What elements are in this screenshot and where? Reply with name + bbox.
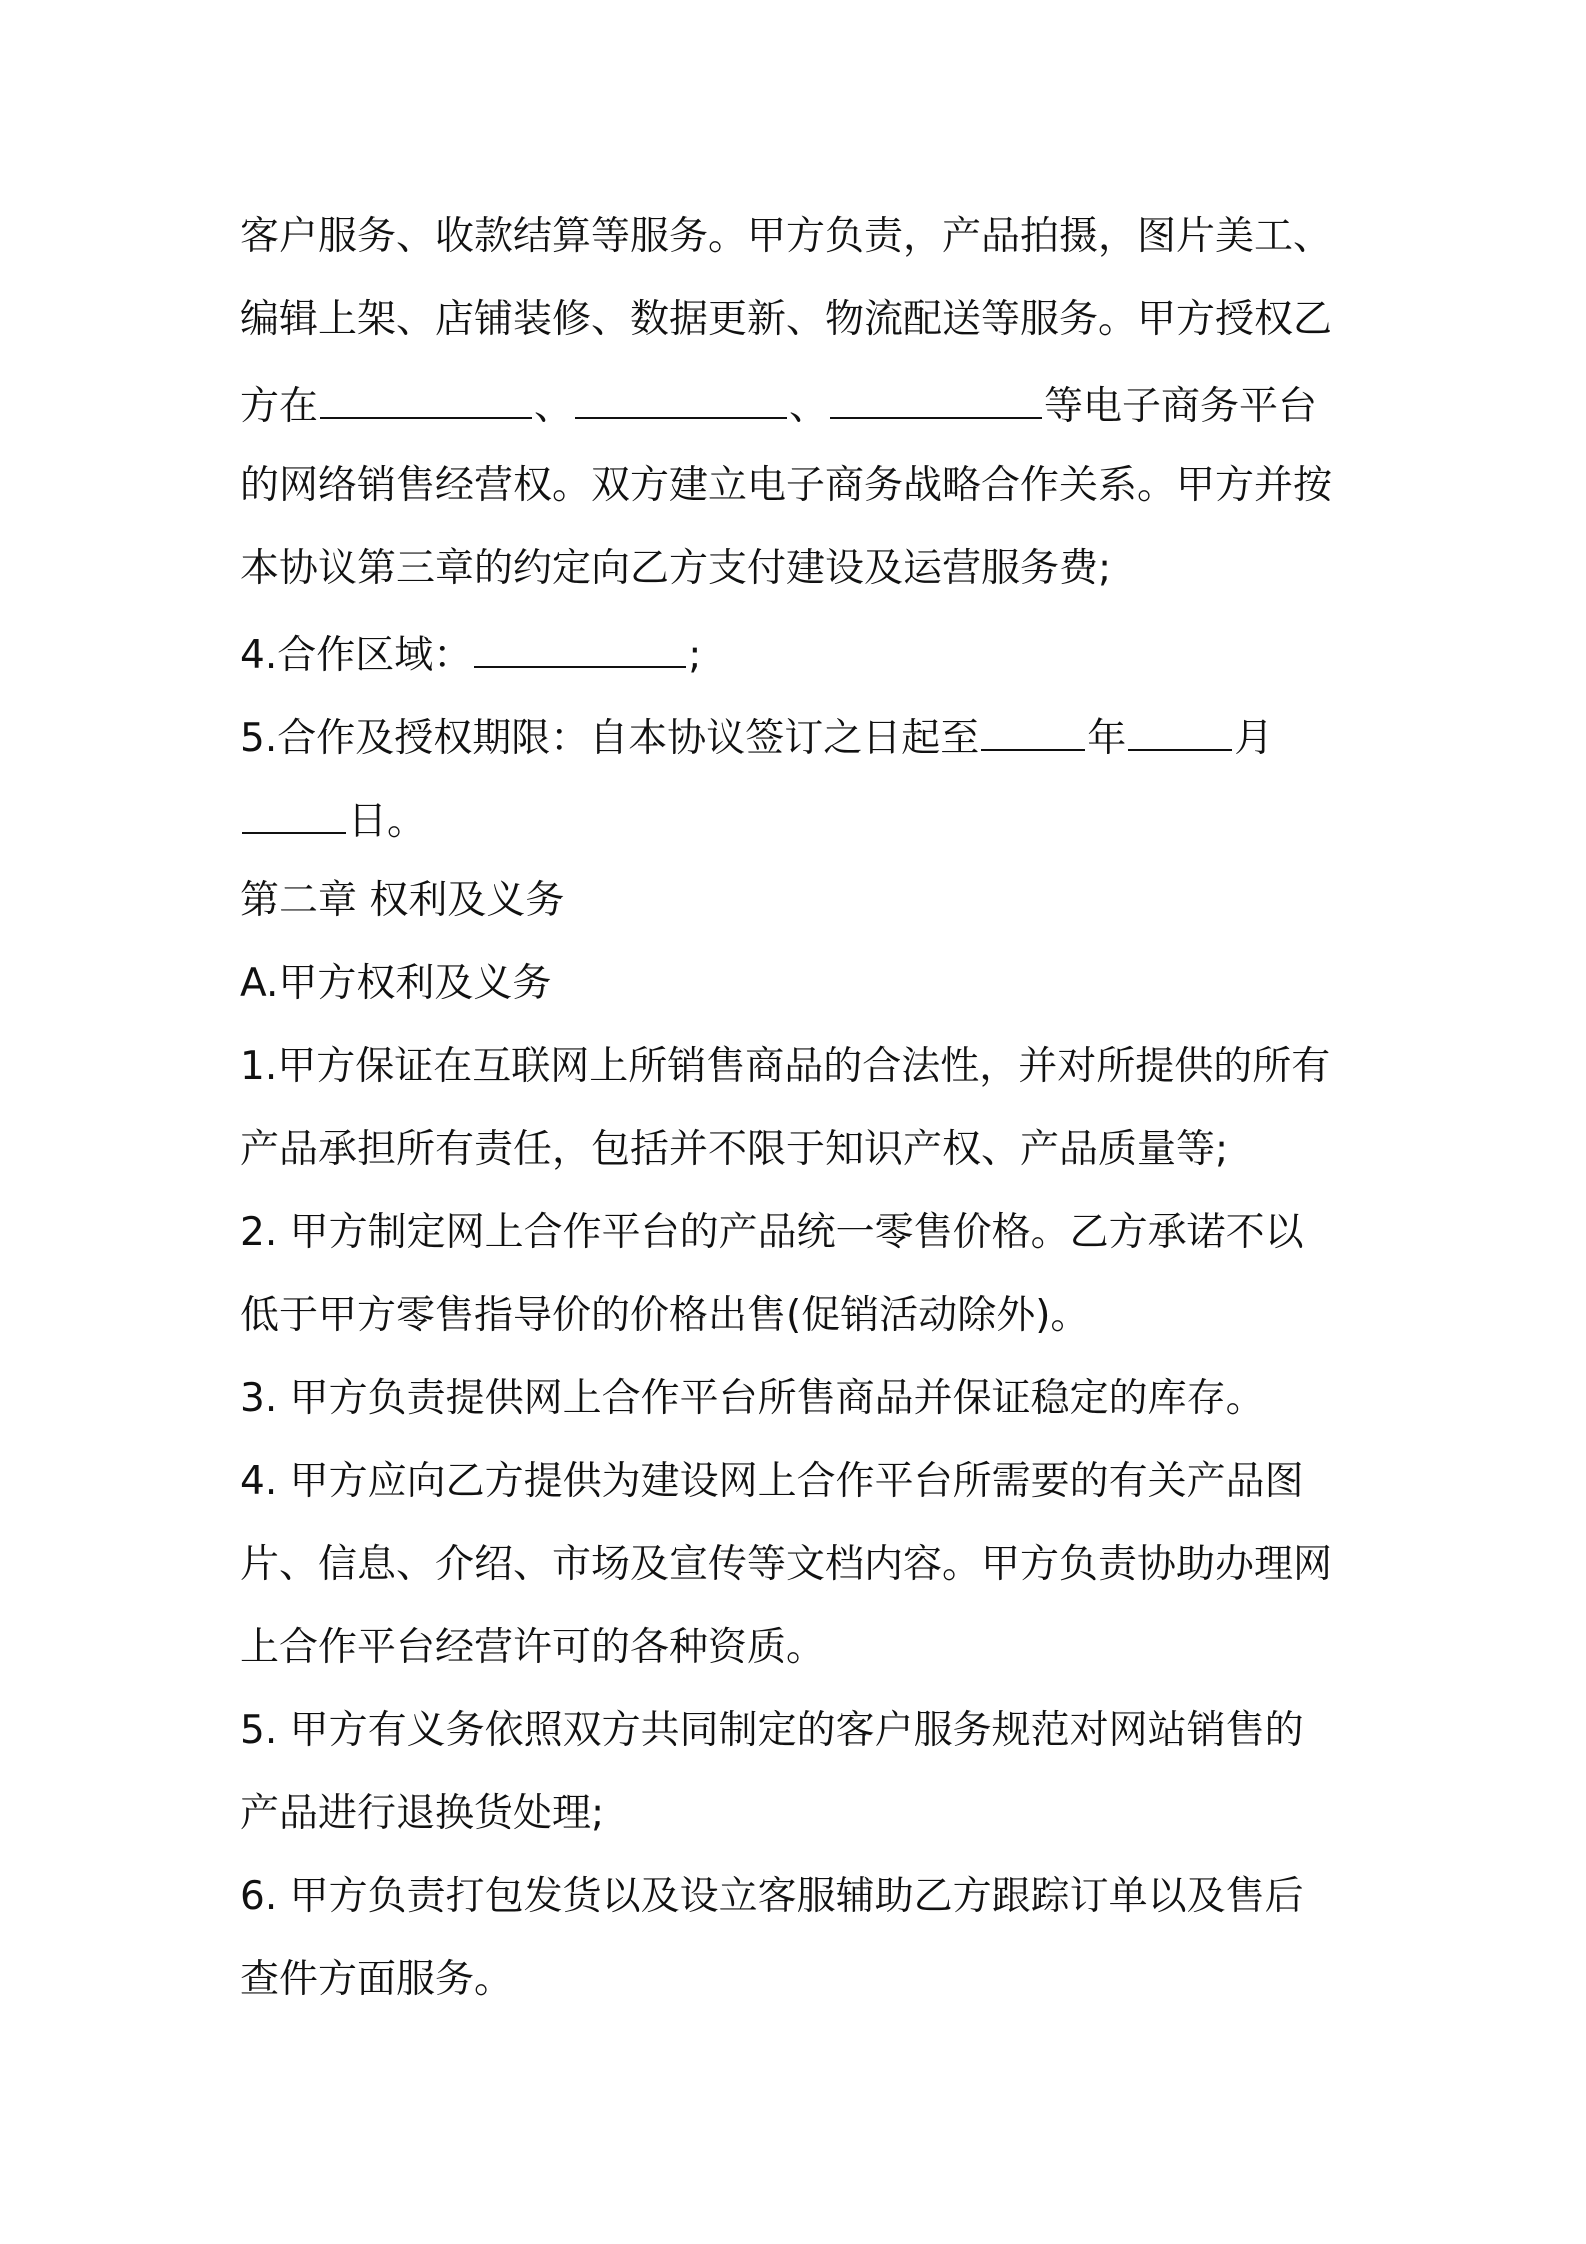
text-line-16: 4. 甲方应向乙方提供为建设网上合作平台所需要的有关产品图 <box>240 1459 1304 1504</box>
text-line-3 <box>240 361 1350 444</box>
blank-field-platform-1 <box>320 361 532 419</box>
blank-field-region <box>474 610 686 668</box>
text-fragment: 4.合作区域： <box>240 633 473 678</box>
text-line-12: 产品承担所有责任，包括并不限于知识产权、产品质量等; <box>240 1127 1229 1172</box>
blank-field-day <box>242 776 346 834</box>
blank-field-month <box>1128 693 1232 751</box>
text-line-5: 本协议第三章的约定向乙方支付建设及运营服务费; <box>240 546 1112 591</box>
text-line-11: 1.甲方保证在互联网上所销售商品的合法性，并对所提供的所有 <box>240 1044 1331 1089</box>
text-line-22: 查件方面服务。 <box>240 1957 514 2002</box>
document-body <box>240 195 1350 2021</box>
text-fragment: 、 <box>534 384 574 429</box>
text-line-2: 编辑上架、店铺装修、数据更新、物流配送等服务。甲方授权乙 <box>240 297 1333 342</box>
text-line-7 <box>240 693 1350 776</box>
text-line-17: 片、信息、介绍、市场及宣传等文档内容。甲方负责协助办理网 <box>240 1542 1333 1587</box>
text-line-15: 3. 甲方负责提供网上合作平台所售商品并保证稳定的库存。 <box>240 1376 1265 1421</box>
text-fragment: 方在 <box>240 384 319 429</box>
text-fragment: ; <box>688 633 702 678</box>
text-fragment: 日。 <box>348 799 427 844</box>
text-fragment: 年 <box>1087 716 1127 761</box>
text-fragment: 等电子商务平台 <box>1044 384 1318 429</box>
text-line-19: 5. 甲方有义务依照双方共同制定的客户服务规范对网站销售的 <box>240 1708 1304 1753</box>
text-line-21: 6. 甲方负责打包发货以及设立客服辅助乙方跟踪订单以及售后 <box>240 1874 1304 1919</box>
text-line-14: 低于甲方零售指导价的价格出售(促销活动除外)。 <box>240 1293 1090 1338</box>
text-fragment: 5.合作及授权期限：自本协议签订之日起至 <box>240 716 980 761</box>
blank-field-platform-3 <box>830 361 1042 419</box>
text-fragment: 、 <box>789 384 829 429</box>
text-line-18: 上合作平台经营许可的各种资质。 <box>240 1625 826 1670</box>
text-fragment: 月 <box>1234 716 1274 761</box>
blank-field-platform-2 <box>575 361 787 419</box>
text-line-8 <box>240 776 1350 859</box>
text-line-1: 客户服务、收款结算等服务。甲方负责，产品拍摄，图片美工、 <box>240 214 1333 259</box>
text-line-6 <box>240 610 1350 693</box>
text-line-4: 的网络销售经营权。双方建立电子商务战略合作关系。甲方并按 <box>240 463 1333 508</box>
section-heading: A.甲方权利及义务 <box>240 961 552 1006</box>
text-line-20: 产品进行退换货处理; <box>240 1791 605 1836</box>
text-line-13: 2. 甲方制定网上合作平台的产品统一零售价格。乙方承诺不以 <box>240 1210 1304 1255</box>
chapter-heading: 第二章 权利及义务 <box>240 878 565 923</box>
blank-field-year <box>981 693 1085 751</box>
